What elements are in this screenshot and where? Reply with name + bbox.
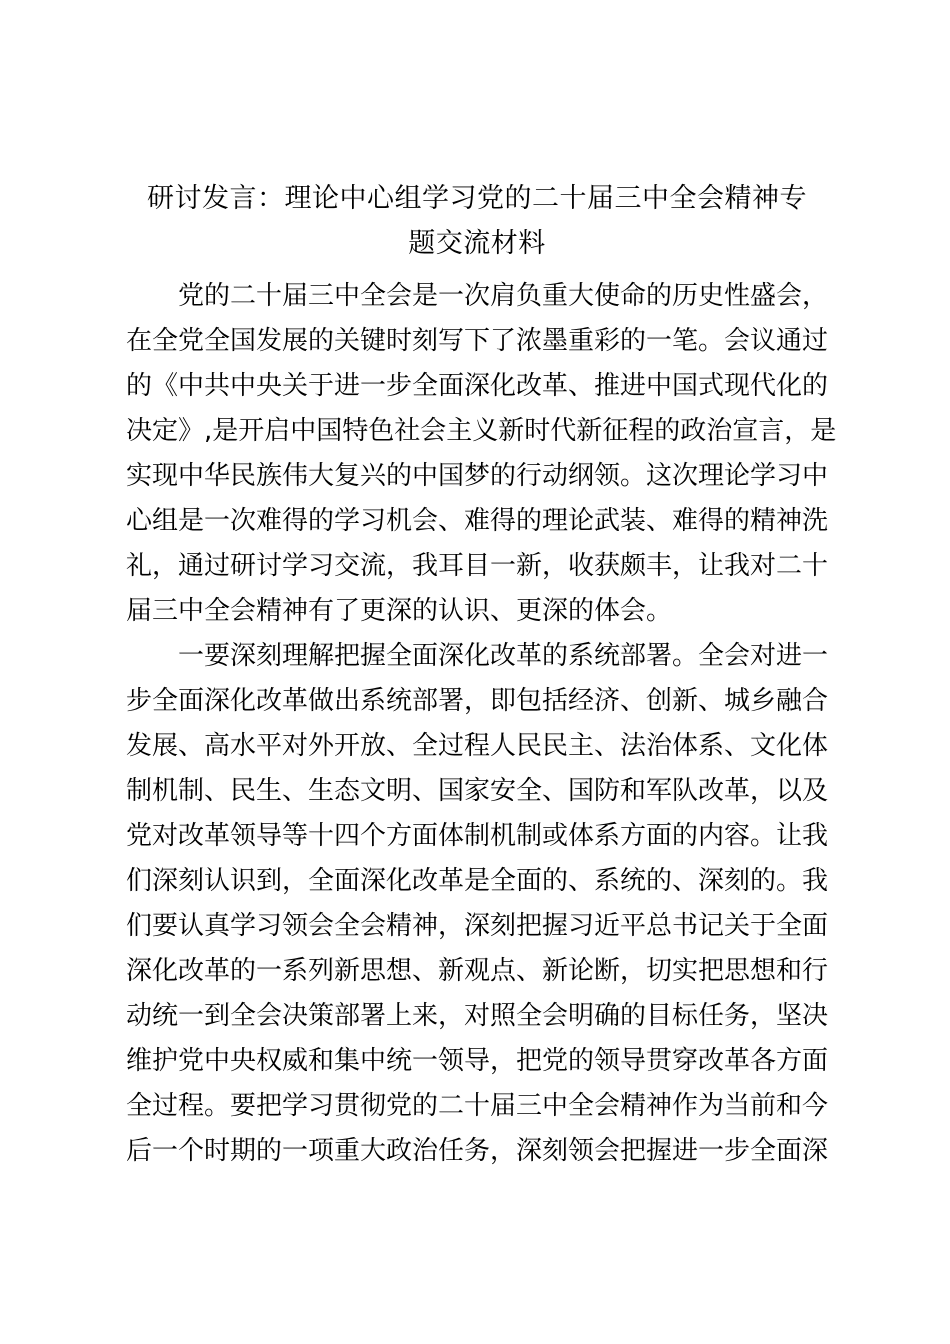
paragraph-2-line-8: 深化改革的一系列新思想、新观点、新论断，切实把思想和行 [126,956,829,986]
paragraph-1-line-3: 的《中共中央关于进一步全面深化改革、推进中国式现代化的 [126,371,829,401]
paragraph-2-line-9: 动统一到全会决策部署上来，对照全会明确的目标任务，坚决 [126,1001,829,1031]
paragraph-1-line-6: 心组是一次难得的学习机会、难得的理论武装、难得的精神洗 [126,506,829,536]
paragraph-2-line-2: 步全面深化改革做出系统部署，即包括经济、创新、城乡融合 [126,686,829,716]
title-line-2: 题交流材料 [408,228,546,259]
paragraph-1-line-4: 决定》,是开启中国特色社会主义新时代新征程的政治宣言，是 [126,416,837,446]
paragraph-2-line-10: 维护党中央权威和集中统一领导，把党的领导贯穿改革各方面 [126,1046,829,1076]
paragraph-1-line-2: 在全党全国发展的关键时刻写下了浓墨重彩的一笔。会议通过 [126,326,829,356]
paragraph-1-line-8: 届三中全会精神有了更深的认识、更深的体会。 [126,596,673,626]
paragraph-2-line-12: 后一个时期的一项重大政治任务，深刻领会把握进一步全面深 [126,1136,829,1166]
paragraph-2-line-6: 们深刻认识到，全面深化改革是全面的、系统的、深刻的。我 [126,866,829,896]
paragraph-1-line-5: 实现中华民族伟大复兴的中国梦的行动纲领。这次理论学习中 [126,461,829,491]
paragraph-2-line-5: 党对改革领导等十四个方面体制机制或体系方面的内容。让我 [126,821,829,851]
paragraph-2-line-3: 发展、高水平对外开放、全过程人民民主、法治体系、文化体 [126,731,829,761]
paragraph-1-line-7: 礼，通过研讨学习交流，我耳目一新，收获颇丰，让我对二十 [126,551,829,581]
paragraph-2-line-4: 制机制、民生、生态文明、国家安全、国防和军队改革，以及 [126,776,829,806]
title-line-1: 研讨发言：理论中心组学习党的二十届三中全会精神专 [147,183,807,214]
paragraph-2-line-7: 们要认真学习领会全会精神，深刻把握习近平总书记关于全面 [126,911,829,941]
paragraph-2-line-11: 全过程。要把学习贯彻党的二十届三中全会精神作为当前和今 [126,1091,829,1121]
paragraph-1-line-1: 党的二十届三中全会是一次肩负重大使命的历史性盛会， [178,281,829,311]
paragraph-2-line-1: 一要深刻理解把握全面深化改革的系统部署。全会对进一 [178,641,829,671]
document-title [126,176,828,266]
